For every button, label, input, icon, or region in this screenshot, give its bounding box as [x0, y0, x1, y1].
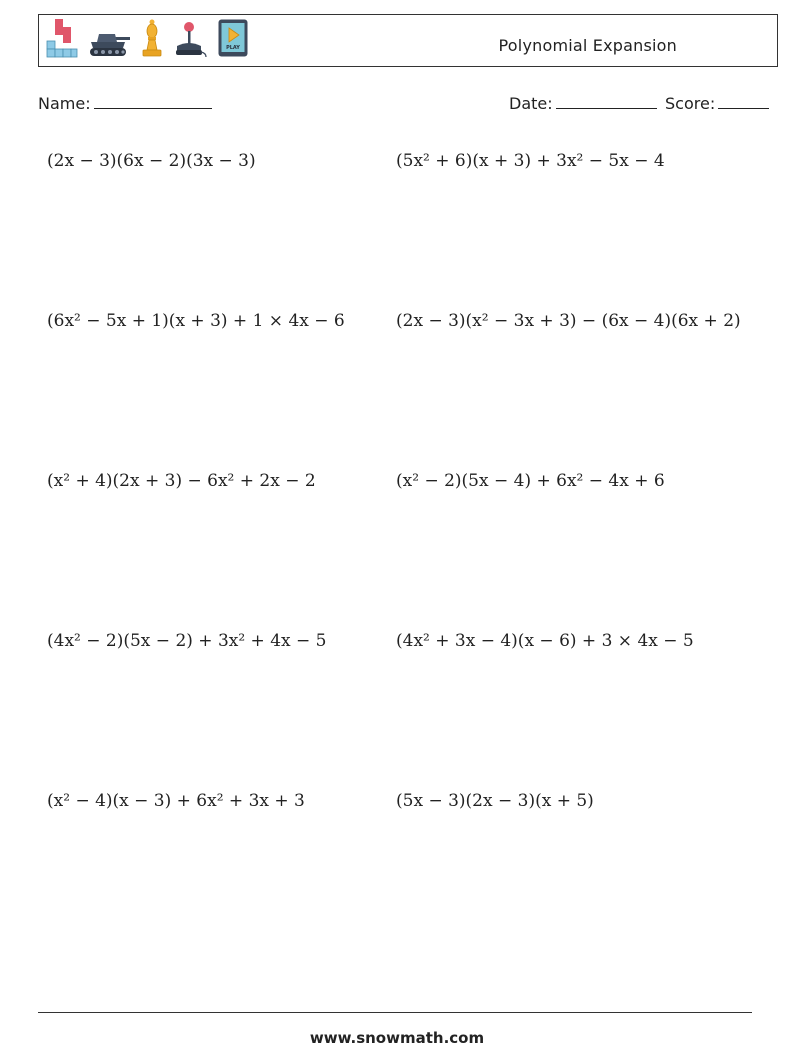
name-blank[interactable] — [94, 92, 212, 109]
tetris-blocks-icon — [45, 18, 79, 62]
student-fields — [38, 92, 770, 116]
problem-9: (x² − 4)(x − 3) + 6x² + 3x + 3 — [47, 791, 305, 811]
date-label: Date: — [509, 94, 553, 113]
name-field — [38, 92, 212, 113]
problem-2: (5x² + 6)(x + 3) + 3x² − 5x − 4 — [396, 151, 665, 171]
score-blank[interactable] — [718, 92, 769, 109]
problem-8: (4x² + 3x − 4)(x − 6) + 3 × 4x − 5 — [396, 631, 694, 651]
problem-4: (2x − 3)(x² − 3x + 3) − (6x − 4)(6x + 2) — [396, 311, 741, 331]
problem-7: (4x² − 2)(5x − 2) + 3x² + 4x − 5 — [47, 631, 327, 651]
tablet-play-icon — [217, 18, 249, 62]
joystick-icon — [173, 20, 209, 62]
score-label: Score: — [665, 94, 716, 113]
name-label: Name: — [38, 94, 91, 113]
problem-10: (5x − 3)(2x − 3)(x + 5) — [396, 791, 594, 811]
header-icons — [45, 20, 249, 62]
footer-divider — [38, 1012, 752, 1013]
svg-text:PLAY: PLAY — [226, 45, 240, 51]
tank-icon — [87, 28, 131, 62]
problem-6: (x² − 2)(5x − 4) + 6x² − 4x + 6 — [396, 471, 665, 491]
footer-site-link[interactable]: www.snowmath.com — [309, 1029, 485, 1047]
date-field — [509, 92, 657, 113]
problem-3: (6x² − 5x + 1)(x + 3) + 1 × 4x − 6 — [47, 311, 345, 331]
problem-1: (2x − 3)(6x − 2)(3x − 3) — [47, 151, 256, 171]
score-field — [665, 92, 769, 113]
date-blank[interactable] — [556, 92, 657, 109]
chess-bishop-icon — [139, 18, 165, 62]
worksheet-title: Polynomial Expansion — [498, 36, 677, 55]
worksheet-header — [38, 14, 778, 67]
problem-5: (x² + 4)(2x + 3) − 6x² + 2x − 2 — [47, 471, 316, 491]
